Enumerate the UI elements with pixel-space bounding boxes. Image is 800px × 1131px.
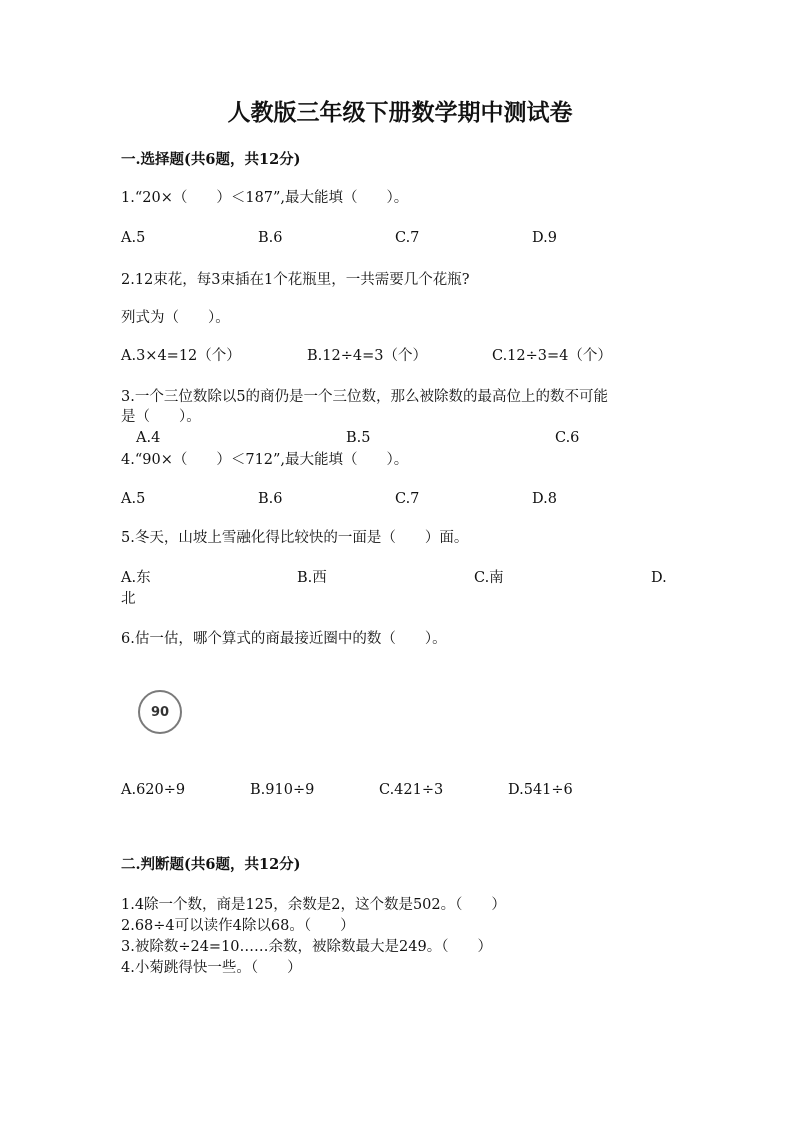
section-heading-judgement: 二.判断题(共6题，共12分) bbox=[121, 856, 301, 873]
question-1-option-d: D.9 bbox=[532, 230, 557, 246]
question-4-option-a: A.5 bbox=[121, 491, 146, 507]
question-2-option-a: A.3×4=12（个） bbox=[121, 348, 241, 364]
question-5-option-b: B.西 bbox=[297, 570, 327, 586]
question-5-option-c: C.南 bbox=[474, 570, 504, 586]
question-1-stem: 1.“20×（ ）＜187”,最大能填（ ）。 bbox=[121, 190, 409, 206]
question-4-option-b: B.6 bbox=[258, 491, 283, 507]
judgement-item-2: 2.68÷4可以读作4除以68。（ ） bbox=[121, 918, 355, 934]
question-6-option-d: D.541÷6 bbox=[508, 782, 573, 798]
question-3-option-a: A.4 bbox=[136, 430, 161, 446]
question-2-sub: 列式为（ ）。 bbox=[121, 310, 230, 326]
question-6-option-a: A.620÷9 bbox=[121, 782, 186, 798]
question-6-stem: 6.估一估，哪个算式的商最接近圈中的数（ ）。 bbox=[121, 631, 447, 647]
question-5-option-d-wrap: 北 bbox=[121, 591, 136, 607]
question-2-option-c: C.12÷3=4（个） bbox=[492, 348, 612, 364]
question-5-option-a: A.东 bbox=[121, 570, 151, 586]
question-4-option-c: C.7 bbox=[395, 491, 420, 507]
question-5-stem: 5.冬天，山坡上雪融化得比较快的一面是（ ）面。 bbox=[121, 530, 469, 546]
question-1-option-b: B.6 bbox=[258, 230, 283, 246]
circled-number: 90 bbox=[138, 690, 182, 734]
question-4-option-d: D.8 bbox=[532, 491, 557, 507]
question-3-option-c: C.6 bbox=[555, 430, 580, 446]
question-4-stem: 4.“90×（ ）＜712”,最大能填（ ）。 bbox=[121, 452, 409, 468]
question-6-option-b: B.910÷9 bbox=[250, 782, 315, 798]
judgement-item-3: 3.被除数÷24=10……余数，被除数最大是249。（ ） bbox=[121, 939, 492, 955]
judgement-item-4: 4.小菊跳得快一些。（ ） bbox=[121, 960, 302, 976]
judgement-item-1: 1.4除一个数，商是125，余数是2，这个数是502。（ ） bbox=[121, 897, 506, 913]
page-title: 人教版三年级下册数学期中测试卷 bbox=[227, 99, 573, 126]
question-3-option-b: B.5 bbox=[346, 430, 371, 446]
question-3-stem-line2: 是（ ）。 bbox=[121, 409, 201, 425]
question-1-option-c: C.7 bbox=[395, 230, 420, 246]
question-3-stem-line1: 3.一个三位数除以5的商仍是一个三位数，那么被除数的最高位上的数不可能 bbox=[121, 389, 609, 405]
question-5-option-d: D. bbox=[651, 570, 667, 586]
question-1-option-a: A.5 bbox=[121, 230, 146, 246]
section-heading-choice: 一.选择题(共6题，共12分) bbox=[121, 151, 301, 168]
question-2-stem: 2.12束花，每3束插在1个花瓶里，一共需要几个花瓶? bbox=[121, 272, 470, 288]
question-6-option-c: C.421÷3 bbox=[379, 782, 444, 798]
question-2-option-b: B.12÷4=3（个） bbox=[307, 348, 427, 364]
